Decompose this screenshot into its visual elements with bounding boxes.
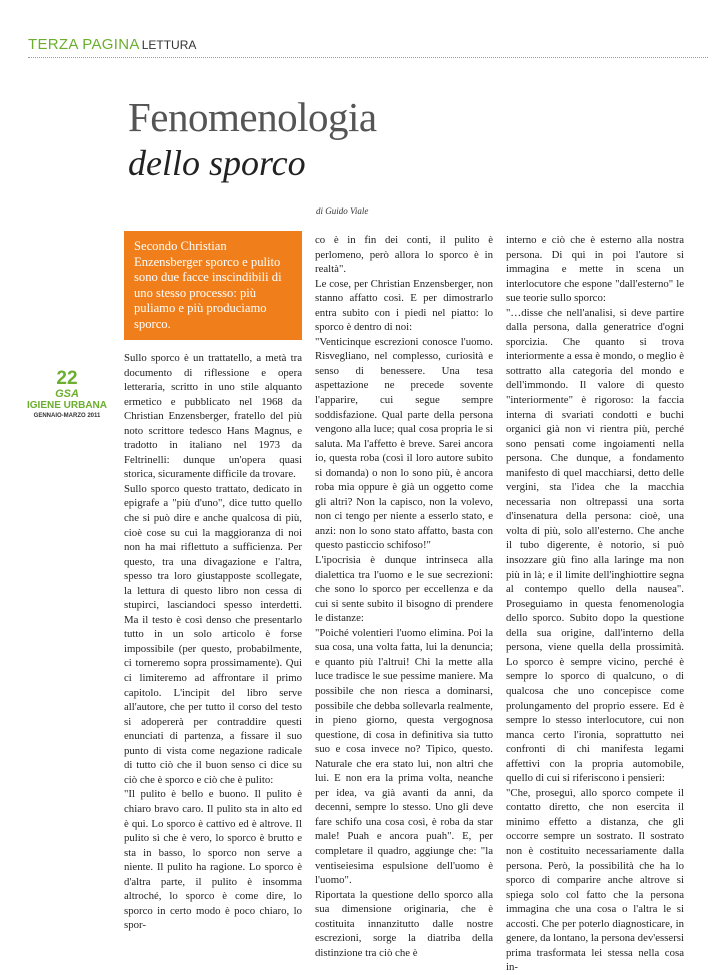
paragraph: Riportata la questione dello sporco alla sua dimensione originaria, che è costituita innanzitutto dalle nostre escrezioni, sorge la diatriba della distinzione tra ciò che è (315, 888, 493, 959)
article-title: Fenomenologia (128, 94, 377, 140)
paragraph: "Il pulito è bello e buono. Il pulito è chiaro bravo caro. Il pulito sta in alto ed è qui. Lo sporco è cattivo ed è altrove. Il pulito sì che è vero, lo sporco è brutto e sta in basso, lo sporco non serve a niente. Il pulito ha ragione. Lo sporco è d'altra parte, il pulito è insomma altroché, lo sporco è come dire, lo sporco in certo modo è poco chiaro, lo spor- (124, 788, 302, 932)
header-divider (28, 57, 708, 58)
paragraph: Le cose, per Christian Enzensberger, non stanno affatto così. E per dimostrarlo entra subito con i piedi nel piatto: lo sporco è dentro di noi: (315, 277, 493, 334)
section-label: TERZA PAGINA (28, 36, 140, 53)
subsection-label: LETTURA (141, 38, 197, 52)
article-subtitle: dello sporco (128, 143, 306, 183)
text-column-1 (124, 351, 302, 932)
byline: di Guido Viale (316, 206, 369, 216)
paragraph: Sullo sporco è un trattatello, a metà tra documento di riflessione e opera letteraria, scritto in uno stile alquanto ermetico e pubblicato nel 1968 da Christian Enzensberger, fratello del più noto scrittore tedesco Hans Magnus, e tradotto in italiano nel 1973 da Feltrinelli: dunque un'opera quasi storica, sicuramente difficile da trovare. (124, 352, 302, 481)
brand-logo: GSA (55, 388, 79, 400)
issue-date: GENNAIO-MARZO 2011 (33, 413, 101, 419)
page-number: 22 (56, 368, 78, 389)
paragraph: "Venticinque escrezioni conosce l'uomo. Risvegliano, nel complesso, curiosità e senso di benessere. Una tesa aspettazione ne precede sovente l'apparire, cui segue sempre soddisfazione. Qual parte della persona vengono alla luce; qual cosa propria le si saluta. Ma l'affetto è breve. Sarei ancora io, questa roba (così il loro autore subito si domanda) o non lo sono più, è ancora roba mia oppure è già un oggetto come gli altri? Non la capisco, non la volevo, non ci tengo per niente a esserlo stato, e anzi: non lo sono stato affatto, basta con questo pasticcio schifoso!" (315, 335, 493, 552)
paragraph: L'ipocrisia è dunque intrinseca alla dialettica tra l'uomo e le sue secrezioni: che sono lo sporco per eccellenza e da cui si sente subito il bisogno di prendere le distanze: (315, 554, 493, 625)
paragraph: "Che, proseguì, allo sporco compete il contatto diretto, che non esercita il minimo effetto a distanza, che gli occorre sempre un sostrato. Il sostrato non è costituito necessariamente dalla persona. Però, la possibilità che ha lo sporco di comparire anche altrove si spiega solo col fatto che la persona immagina che una cosa o l'altra le si accosti. Che per poterlo diagnosticare, in genere, da lontano, la persona dev'essersi prima trasformata lei stessa nella cosa in- (506, 786, 684, 974)
paragraph: Sullo sporco questo trattato, dedicato in epigrafe a "più d'uno", dice tutto quello che si può dire e anche qualcosa di più, cioè cose su cui la maggioranza di noi non ha mai riflettuto a sufficienza. Per questo, tra una divagazione e l'altra, spesso tra loro giustapposte scollegate, la lettura di questo libro non cessa di stupirci, lasciandoci spesso interdetti. Ma il testo è così denso che presentarlo tutto in un solo articolo è forse impossibile (per questo, probabilmente, ci torneremo sopra prossimamente). Qui ci limiteremo ad affrontare il primo capitolo. L'incipit del libro serve all'autore, che per tutto il corso del testo si adopererà per contraddire questi enunciati di partenza, a fissare il suo punto di vista come negazione radicale di tutto ciò che il buon senso ci dice su ciò che è sporco e ciò che è pulito: (124, 482, 302, 786)
magazine-folio (18, 370, 116, 420)
pull-quote-box: Secondo Christian Enzensberger sporco e pulito sono due facce inscindibili di uno stesso processo: più puliamo e più produciamo sporco. (124, 231, 302, 340)
paragraph: co è in fin dei conti, il pulito è perlomeno, però allora lo sporco è in realtà". (315, 234, 493, 276)
text-column-3 (506, 233, 684, 974)
section-header (28, 36, 196, 53)
magazine-name: IGIENE URBANA (26, 400, 107, 411)
text-column-2 (315, 233, 493, 959)
paragraph: interno e ciò che è esterno alla nostra persona. Di qui in poi l'autore si immagina e mette in scena un interlocutore che espone "dall'esterno" le sue teorie sullo sporco: (506, 234, 684, 305)
paragraph: "Poiché volentieri l'uomo elimina. Poi la sua cosa, una volta fatta, lui la denuncia; e quanto più l'altrui! Chi la mette alla luce tradisce le sue pessime maniere. Ma possibile che non riesca a dominarsi, possibile che debba sollevarla realmente, in pieno giorno, questa vergognosa questione, di cosa in definitiva sia tutto suo e cosa invece no? Tipico, questo. Naturale che era stato lui, non altri che lui. E non era la prima volta, neanche per idea, va già avanti da anni, da decenni, sempre lo stesso. Uno gli deve fare schifo una cosa così, è roba da star male! Puah e ancora puah". E, per completare il quadro, aggiunge che: "la ventiseiesima espulsione dell'uomo è l'uomo". (315, 626, 493, 887)
paragraph: "…disse che nell'analisi, si deve partire dalla persona, dalla generatrice d'ogni sporcizia. Che quanto si trova interiormente a essa è mondo, o meglio è sottratto alla categoria del mondo e dell'immondo. Il valore di questo "interiormente" è rigoroso: la faccia interna di svariati condotti e buchi organici già non vi rientra più, perché sono pensati come ingoiamenti nella persona. Che dunque, a fondamento manifesto di quel macchiarsi, detto delle vergini, sta l'idea che la macchia necessaria non oltrepassi una sorta d'insenatura della persona: cioè, una volta di più, solo all'esterno. Che anche il tubo digerente, è notorio, si può insozzare giù fino alla laringe ma non più in là; e il limite dell'inghiottire segna al contempo quello della nausea". Proseguiamo in questa fenomenologia dello sporco. Subito dopo la questione della sua origine, dall'interno della persona, viene quella della prossimità. Lo sporco è sempre vicino, perché è sempre lo sporco di qualcuno, o di qualcosa che uno concepisce come prolungamento del proprio essere. Ed è sempre lo stesso interlocutore, cui non manca certo l'ironia, soprattutto nei confronti di chi manifesta legami affettivi con la propria automobile, quello di cui si riferiscono i pensieri: (506, 306, 684, 785)
